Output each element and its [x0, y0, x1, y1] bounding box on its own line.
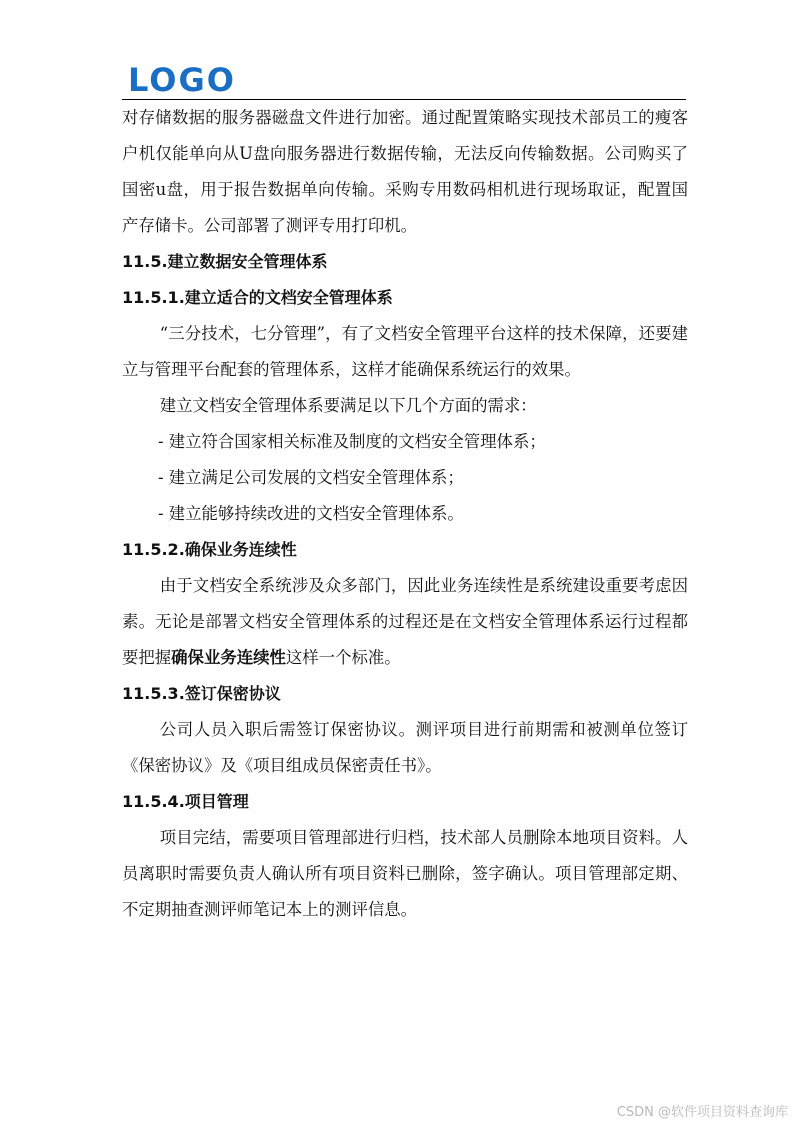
- heading-11-5-1: 11.5.1.建立适合的文档安全管理体系: [122, 288, 393, 307]
- company-logo: LOGO: [128, 61, 236, 99]
- paragraph-11-5-3: 公司人员入职后需签订保密协议。测评项目进行前期需和被测单位签订《保密协议》及《项目组成员保密责任书》。: [122, 720, 688, 775]
- paragraph-text: 这样一个标准。: [285, 648, 401, 667]
- document-body: [122, 100, 688, 928]
- heading-11-5-4: 11.5.4.项目管理: [122, 792, 249, 811]
- list-item: - 建立符合国家相关标准及制度的文档安全管理体系；: [158, 432, 546, 451]
- paragraph-11-5-2: [122, 568, 688, 676]
- paragraph-11-5-1: “三分技术，七分管理”，有了文档安全管理平台这样的技术保障，还要建立与管理平台配套的管理体系，这样才能确保系统运行的效果。: [122, 324, 688, 379]
- list-intro: 建立文档安全管理体系要满足以下几个方面的需求：: [159, 396, 537, 415]
- list-item: - 建立能够持续改进的文档安全管理体系。: [158, 504, 464, 523]
- csdn-watermark: CSDN @软件项目资料查询库: [616, 1105, 788, 1120]
- heading-11-5-2: 11.5.2.确保业务连续性: [122, 540, 297, 559]
- heading-11-5-3: 11.5.3.签订保密协议: [122, 684, 281, 703]
- intro-paragraph: 对存储数据的服务器磁盘文件进行加密。通过配置策略实现技术部员工的瘦客户机仅能单向从U盘向服务器进行数据传输，无法反向传输数据。公司购买了国密u盘，用于报告数据单向传输。采购专用数码相机进行现场取证，配置国产存储卡。公司部署了测评专用打印机。: [122, 108, 688, 235]
- list-item: - 建立满足公司发展的文档安全管理体系；: [158, 468, 464, 487]
- paragraph-text: 由于文档安全系统涉及众多部门，因此业务连续性是系统建设重要考虑因素。无论是部署文档安全管理体系的过程还是在文档安全管理体系运行过程都要把握: [122, 576, 688, 667]
- heading-11-5: 11.5.建立数据安全管理体系: [122, 252, 328, 271]
- paragraph-11-5-4: 项目完结，需要项目管理部进行归档，技术部人员删除本地项目资料。人员离职时需要负责人确认所有项目资料已删除，签字确认。项目管理部定期、不定期抽查测评师笔记本上的测评信息。: [122, 828, 688, 919]
- bold-phrase: 确保业务连续性: [171, 648, 286, 667]
